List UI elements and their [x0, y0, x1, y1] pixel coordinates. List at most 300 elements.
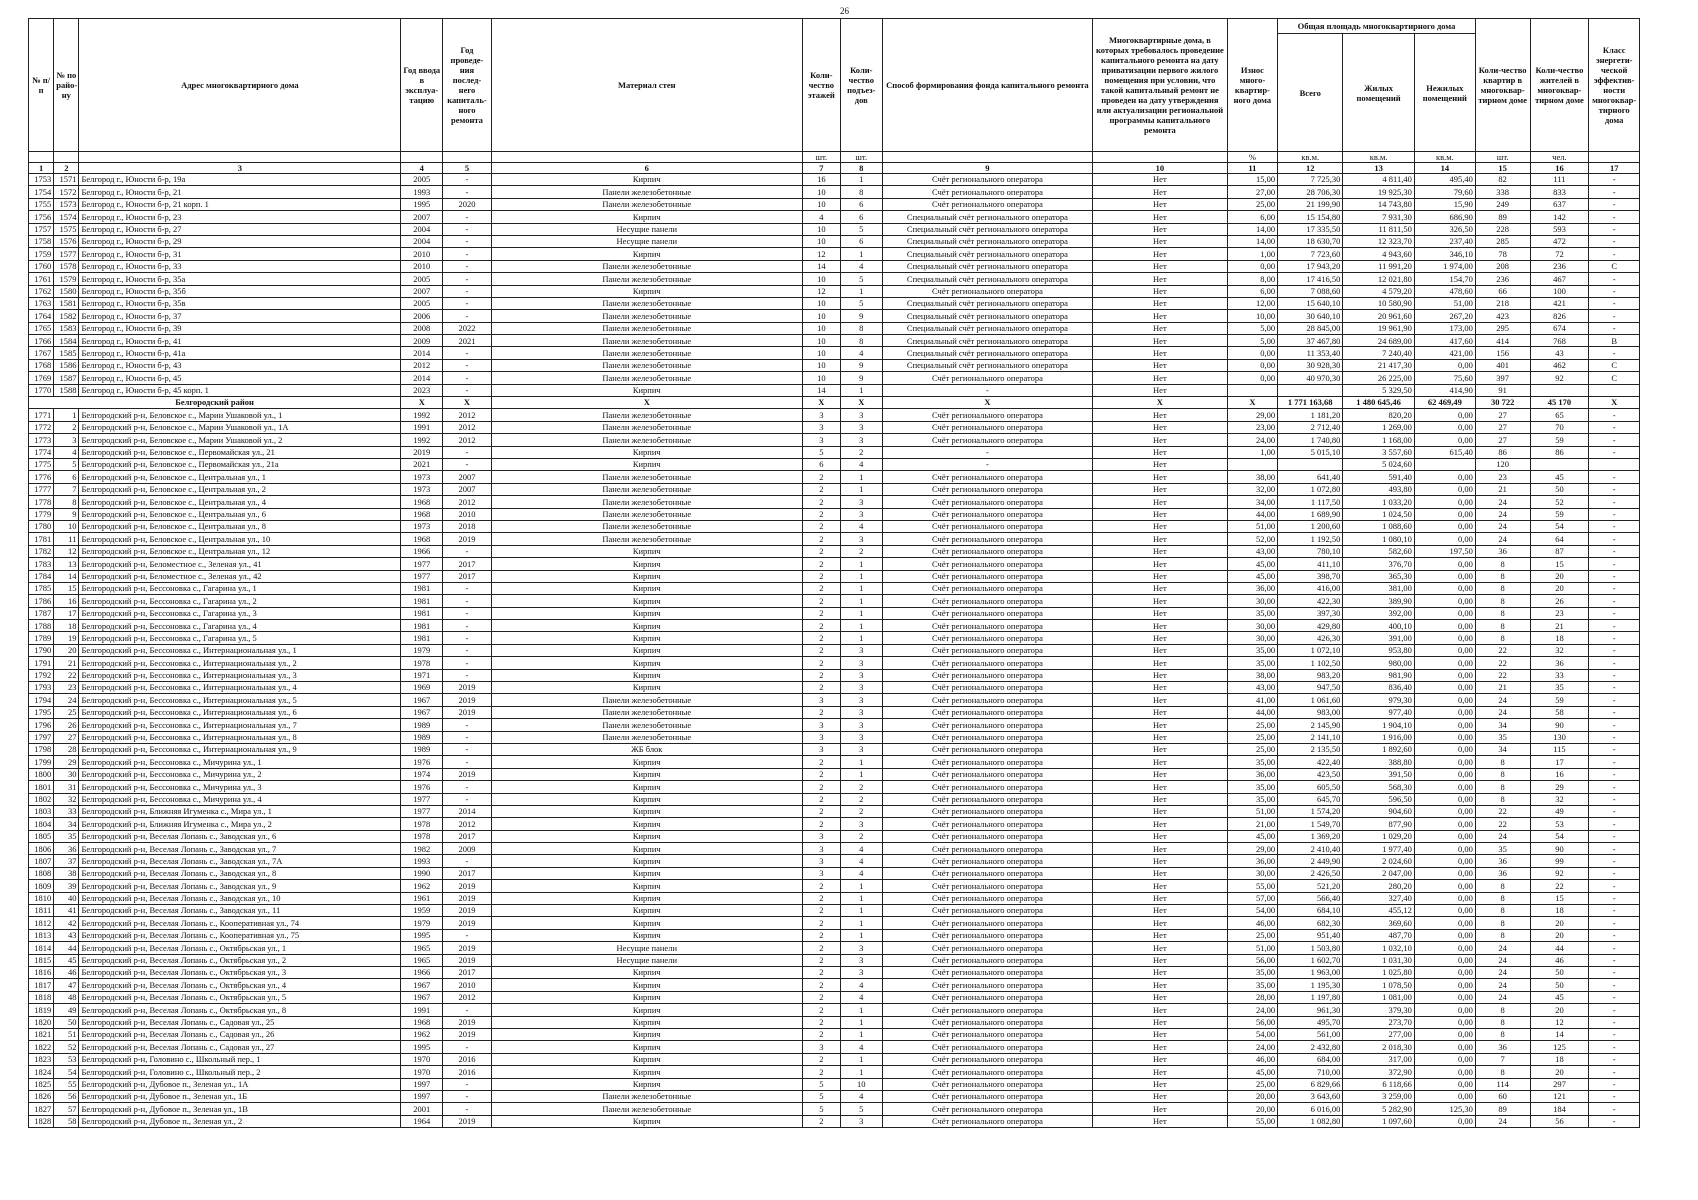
table-cell: Нет — [1093, 830, 1228, 842]
table-cell: 582,60 — [1343, 545, 1415, 557]
table-cell: 86 — [1530, 446, 1589, 458]
table-cell: 0,00 — [1414, 595, 1475, 607]
table-cell: Счёт регионального оператора — [882, 793, 1092, 805]
table-cell: Нет — [1093, 644, 1228, 656]
table-cell: 7 931,30 — [1343, 211, 1415, 223]
table-cell: 21 — [1475, 483, 1530, 495]
table-cell: 1,00 — [1227, 446, 1277, 458]
table-cell: Белгородский р-н, Головино с., Школьный пер., 2 — [79, 1066, 401, 1078]
table-cell: 1586 — [54, 359, 79, 371]
table-cell: 1977 — [401, 570, 443, 582]
table-cell: 25,00 — [1227, 1078, 1277, 1090]
table-cell: 2022 — [443, 322, 491, 334]
table-cell: 1973 — [401, 483, 443, 495]
table-cell: 22 — [1530, 880, 1589, 892]
table-cell: 0,00 — [1414, 1028, 1475, 1040]
table-cell: 5 — [840, 1103, 882, 1115]
page-number: 26 — [840, 6, 849, 16]
table-row — [29, 322, 1640, 334]
table-cell: 24 — [1475, 496, 1530, 508]
table-cell: 1583 — [54, 322, 79, 334]
table-cell: 1801 — [29, 781, 54, 793]
table-cell: 1 117,50 — [1278, 496, 1343, 508]
table-cell: - — [1589, 595, 1640, 607]
table-cell: Панели железобетонные — [491, 434, 802, 446]
table-cell: 0,00 — [1414, 843, 1475, 855]
table-cell: 2 — [802, 768, 840, 780]
table-cell: 2012 — [443, 818, 491, 830]
table-cell: 4 579,20 — [1343, 285, 1415, 297]
table-cell — [1227, 458, 1277, 470]
table-row — [29, 706, 1640, 718]
table-cell: 391,50 — [1343, 768, 1415, 780]
column-number: 5 — [443, 163, 491, 174]
table-cell: 51,00 — [1227, 520, 1277, 532]
table-cell: 0,00 — [1414, 818, 1475, 830]
header-fund-method: Способ формирования фонда капитального ремонта — [882, 19, 1092, 152]
table-cell: 54 — [54, 1066, 79, 1078]
district-total-cell: Х — [401, 397, 443, 409]
table-cell: 8 — [1475, 570, 1530, 582]
table-cell: 2 — [802, 756, 840, 768]
table-cell: Кирпич — [491, 620, 802, 632]
table-cell: - — [443, 235, 491, 247]
header-address: Адрес многоквартирного дома — [79, 19, 401, 152]
table-cell: Белгородский р-н, Ближняя Игуменка с., Мира ул., 2 — [79, 818, 401, 830]
table-cell: Счёт регионального оператора — [882, 1028, 1092, 1040]
district-total-cell: Х — [1093, 397, 1228, 409]
table-row — [29, 471, 1640, 483]
table-row — [29, 644, 1640, 656]
table-cell: Белгородский р-н, Веселая Лопань с., Заводская ул., 8 — [79, 867, 401, 879]
table-cell: - — [443, 1078, 491, 1090]
table-cell: 2019 — [443, 880, 491, 892]
table-cell: 1968 — [401, 508, 443, 520]
table-cell: Белгород г., Юности б-р, 19а — [79, 174, 401, 186]
table-cell: 953,80 — [1343, 644, 1415, 656]
table-cell: 1967 — [401, 979, 443, 991]
table-cell: 35 — [54, 830, 79, 842]
table-cell: 1818 — [29, 991, 54, 1003]
table-cell: 1992 — [401, 409, 443, 421]
table-cell: 2020 — [443, 198, 491, 210]
table-cell: 1768 — [29, 359, 54, 371]
table-cell: 2 — [802, 979, 840, 991]
table-cell: 90 — [1530, 843, 1589, 855]
table-cell: Кирпич — [491, 768, 802, 780]
table-cell: 1 — [840, 917, 882, 929]
table-cell: Нет — [1093, 211, 1228, 223]
table-cell: 2019 — [443, 694, 491, 706]
table-cell: 346,10 — [1414, 248, 1475, 260]
table-cell: 4 — [840, 843, 882, 855]
table-cell: Нет — [1093, 843, 1228, 855]
table-cell: 1 269,00 — [1343, 421, 1415, 433]
table-cell: 32,00 — [1227, 483, 1277, 495]
table-cell: 2017 — [443, 570, 491, 582]
table-cell: 1 — [840, 880, 882, 892]
table-cell: 30,00 — [1227, 632, 1277, 644]
table-cell: 1 025,80 — [1343, 967, 1415, 979]
table-row — [29, 793, 1640, 805]
table-cell: Нет — [1093, 867, 1228, 879]
table-cell: 25,00 — [1227, 198, 1277, 210]
table-cell: Нет — [1093, 768, 1228, 780]
table-cell: 1775 — [29, 458, 54, 470]
table-cell: Нет — [1093, 657, 1228, 669]
table-cell: 28 845,00 — [1278, 322, 1343, 334]
table-cell: Счёт регионального оператора — [882, 1103, 1092, 1115]
table-cell: Кирпич — [491, 657, 802, 669]
table-cell: 36 — [1475, 867, 1530, 879]
table-cell: 41,00 — [1227, 694, 1277, 706]
table-cell: 1 963,00 — [1278, 967, 1343, 979]
table-cell: 32 — [1530, 793, 1589, 805]
table-cell: 35,00 — [1227, 967, 1277, 979]
table-cell: 0,00 — [1414, 793, 1475, 805]
table-cell: Счёт регионального оператора — [882, 830, 1092, 842]
table-cell: 2 449,90 — [1278, 855, 1343, 867]
table-cell: Нет — [1093, 1028, 1228, 1040]
table-cell: 421 — [1530, 297, 1589, 309]
table-cell: 2 — [802, 929, 840, 941]
table-cell: 951,40 — [1278, 929, 1343, 941]
table-cell: Нет — [1093, 1115, 1228, 1127]
table-cell: Панели железобетонные — [491, 533, 802, 545]
table-cell: Белгородский р-н, Беломестное с., Зеленая ул., 42 — [79, 570, 401, 582]
table-row — [29, 818, 1640, 830]
table-cell: Нет — [1093, 1016, 1228, 1028]
table-cell: - — [1589, 669, 1640, 681]
table-cell: - — [443, 174, 491, 186]
table-cell: 5 282,90 — [1343, 1103, 1415, 1115]
table-cell: - — [1589, 434, 1640, 446]
table-cell: 2007 — [443, 483, 491, 495]
table-cell: 2004 — [401, 235, 443, 247]
table-cell: 6 118,66 — [1343, 1078, 1415, 1090]
table-cell: 1 — [840, 1066, 882, 1078]
table-cell: 0,00 — [1227, 372, 1277, 384]
table-cell: 1584 — [54, 335, 79, 347]
table-cell: 1 — [840, 384, 882, 396]
table-cell: 983,20 — [1278, 669, 1343, 681]
table-cell: Белгородский р-н, Бессоновка с., Мичурина ул., 2 — [79, 768, 401, 780]
table-cell: 10 — [802, 186, 840, 198]
table-cell: - — [1589, 211, 1640, 223]
table-cell: Нет — [1093, 297, 1228, 309]
table-cell: 20 961,60 — [1343, 310, 1415, 322]
table-cell: 2 — [54, 421, 79, 433]
table-cell: 24 — [54, 694, 79, 706]
table-cell: 1588 — [54, 384, 79, 396]
table-row — [29, 508, 1640, 520]
table-cell: Панели железобетонные — [491, 694, 802, 706]
table-cell: 2012 — [443, 434, 491, 446]
table-cell: - — [443, 260, 491, 272]
table-cell: 10 — [802, 310, 840, 322]
table-cell: 1 602,70 — [1278, 954, 1343, 966]
column-number: 16 — [1530, 163, 1589, 174]
table-cell: 3 — [802, 719, 840, 731]
table-cell: 24 — [1475, 520, 1530, 532]
table-cell: Нет — [1093, 805, 1228, 817]
header-row-number: № п/п — [29, 19, 54, 152]
table-cell: 2 712,40 — [1278, 421, 1343, 433]
table-cell: Нет — [1093, 508, 1228, 520]
table-cell: 24 — [1475, 533, 1530, 545]
table-cell: 34,00 — [1227, 496, 1277, 508]
table-cell: 19 961,90 — [1343, 322, 1415, 334]
table-cell: 0,00 — [1414, 830, 1475, 842]
table-cell: - — [443, 1004, 491, 1016]
table-cell: 1587 — [54, 372, 79, 384]
table-cell: - — [443, 743, 491, 755]
table-cell: 2008 — [401, 322, 443, 334]
table-cell: 0,00 — [1414, 520, 1475, 532]
table-cell: 398,70 — [1278, 570, 1343, 582]
table-cell: Белгородский р-н, Беловское с., Центральная ул., 12 — [79, 545, 401, 557]
table-cell: 59 — [1530, 694, 1589, 706]
table-cell: 1799 — [29, 756, 54, 768]
table-cell: 24 — [1475, 694, 1530, 706]
table-cell: - — [1589, 1004, 1640, 1016]
table-cell: 3 — [802, 731, 840, 743]
table-cell: Кирпич — [491, 595, 802, 607]
table-cell: 35 — [1530, 682, 1589, 694]
table-cell: 82 — [1475, 174, 1530, 186]
table-cell: 2 — [802, 533, 840, 545]
table-cell: 2 — [802, 1115, 840, 1127]
table-cell: 20 — [1530, 929, 1589, 941]
table-cell: - — [443, 607, 491, 619]
table-cell: 2 — [802, 781, 840, 793]
table-cell: - — [1589, 818, 1640, 830]
table-cell: 184 — [1530, 1103, 1589, 1115]
table-cell: 6,00 — [1227, 285, 1277, 297]
table-cell: 20 — [1530, 570, 1589, 582]
table-cell: Кирпич — [491, 1016, 802, 1028]
table-cell: 1797 — [29, 731, 54, 743]
table-cell: 1826 — [29, 1090, 54, 1102]
table-cell: 1806 — [29, 843, 54, 855]
table-cell: 295 — [1475, 322, 1530, 334]
table-cell: 1 200,60 — [1278, 520, 1343, 532]
table-cell: 15 — [54, 582, 79, 594]
table-cell: 36,00 — [1227, 582, 1277, 594]
table-cell: Белгородский р-н, Бессоновка с., Гагарина ул., 2 — [79, 595, 401, 607]
table-cell: 0,00 — [1414, 582, 1475, 594]
table-cell: Кирпич — [491, 582, 802, 594]
table-cell: 2019 — [443, 682, 491, 694]
table-cell: - — [1589, 991, 1640, 1003]
table-cell: Нет — [1093, 545, 1228, 557]
table-cell: 1 — [840, 756, 882, 768]
table-cell: Белгородский р-н, Веселая Лопань с., Садовая ул., 26 — [79, 1028, 401, 1040]
table-cell: 0,00 — [1414, 483, 1475, 495]
table-row — [29, 372, 1640, 384]
table-cell: 684,00 — [1278, 1053, 1343, 1065]
table-cell: 36 — [1475, 1041, 1530, 1053]
table-cell: 37 — [54, 855, 79, 867]
table-cell: 55,00 — [1227, 880, 1277, 892]
table-cell: - — [1589, 322, 1640, 334]
table-cell: Кирпич — [491, 558, 802, 570]
table-cell: 9 — [840, 359, 882, 371]
table-cell: 57,00 — [1227, 892, 1277, 904]
table-cell: 1825 — [29, 1078, 54, 1090]
table-cell: 28 — [54, 743, 79, 755]
table-cell: 1 197,80 — [1278, 991, 1343, 1003]
table-cell: 0,00 — [1414, 669, 1475, 681]
table-cell: 2 — [802, 483, 840, 495]
table-cell: 236 — [1530, 260, 1589, 272]
table-cell: 1974 — [401, 768, 443, 780]
table-cell: 3 — [840, 743, 882, 755]
district-total-cell: Х — [443, 397, 491, 409]
table-cell: 1807 — [29, 855, 54, 867]
table-cell: 566,40 — [1278, 892, 1343, 904]
table-cell: Нет — [1093, 421, 1228, 433]
table-cell: 684,10 — [1278, 905, 1343, 917]
table-cell: 3 — [802, 830, 840, 842]
header-wall-material: Материал стен — [491, 19, 802, 152]
table-cell: Счёт регионального оператора — [882, 818, 1092, 830]
table-cell: 1753 — [29, 174, 54, 186]
table-cell: 1 — [840, 174, 882, 186]
district-title: Белгородский район — [29, 397, 401, 409]
table-cell: 56,00 — [1227, 954, 1277, 966]
table-cell: Специальный счёт регионального оператора — [882, 235, 1092, 247]
table-row — [29, 781, 1640, 793]
table-cell: - — [1589, 421, 1640, 433]
table-cell: 45 — [1530, 471, 1589, 483]
table-row — [29, 1004, 1640, 1016]
unit-area-nonresidential: кв.м. — [1414, 152, 1475, 163]
table-cell: 297 — [1530, 1078, 1589, 1090]
table-cell: 1776 — [29, 471, 54, 483]
table-cell: Белгородский р-н, Веселая Лопань с., Заводская ул., 9 — [79, 880, 401, 892]
table-cell: 13 — [54, 558, 79, 570]
table-cell: - — [1589, 471, 1640, 483]
table-cell: 1959 — [401, 905, 443, 917]
table-cell: 981,90 — [1343, 669, 1415, 681]
table-cell: - — [882, 458, 1092, 470]
table-cell: 2010 — [401, 248, 443, 260]
table-cell: 1761 — [29, 273, 54, 285]
table-row — [29, 421, 1640, 433]
table-cell: 0,00 — [1227, 260, 1277, 272]
table-cell: 1790 — [29, 644, 54, 656]
table-cell: - — [443, 756, 491, 768]
table-cell: 1767 — [29, 347, 54, 359]
table-cell: - — [443, 1041, 491, 1053]
table-cell: 1791 — [29, 657, 54, 669]
table-row — [29, 632, 1640, 644]
table-cell: 2 — [840, 830, 882, 842]
table-cell: 2 — [802, 520, 840, 532]
table-cell: 0,00 — [1414, 867, 1475, 879]
table-cell: Панели железобетонные — [491, 409, 802, 421]
table-cell: 1 195,30 — [1278, 979, 1343, 991]
table-cell: 2005 — [401, 273, 443, 285]
table-cell: 1962 — [401, 1028, 443, 1040]
table-cell: 2 — [840, 545, 882, 557]
table-cell: Нет — [1093, 1103, 1228, 1115]
table-row — [29, 669, 1640, 681]
table-cell: - — [443, 223, 491, 235]
district-total-cell: Х — [1589, 397, 1640, 409]
table-row — [29, 223, 1640, 235]
table-cell: 2 — [802, 818, 840, 830]
table-cell: 1961 — [401, 892, 443, 904]
table-cell: 416,00 — [1278, 582, 1343, 594]
table-cell: 59 — [1530, 508, 1589, 520]
table-cell: 422,40 — [1278, 756, 1343, 768]
table-cell: Белгородский р-н, Веселая Лопань с., Садовая ул., 25 — [79, 1016, 401, 1028]
table-cell: 4 — [840, 520, 882, 532]
table-cell: 54 — [1530, 520, 1589, 532]
table-cell: - — [443, 310, 491, 322]
column-number: 8 — [840, 163, 882, 174]
table-cell: Нет — [1093, 223, 1228, 235]
table-cell: Счёт регионального оператора — [882, 1078, 1092, 1090]
table-cell: 33 — [1530, 669, 1589, 681]
table-cell: Нет — [1093, 174, 1228, 186]
table-cell: Белгородский р-н, Беловское с., Центральная ул., 4 — [79, 496, 401, 508]
table-cell: Нет — [1093, 520, 1228, 532]
table-cell: 2 — [802, 991, 840, 1003]
header-apartments: Коли-чество квартир в многоквар-тирном доме — [1475, 19, 1530, 152]
table-cell: Счёт регионального оператора — [882, 620, 1092, 632]
table-cell: Белгород г., Юности б-р, 31 — [79, 248, 401, 260]
table-cell: - — [1589, 731, 1640, 743]
table-cell: Нет — [1093, 880, 1228, 892]
header-district-number: № по райо-ну — [54, 19, 79, 152]
table-cell: 1783 — [29, 558, 54, 570]
table-cell: 121 — [1530, 1090, 1589, 1102]
table-cell: 218 — [1475, 297, 1530, 309]
table-cell: 6 — [840, 198, 882, 210]
table-cell: Белгородский р-н, Бессоновка с., Интернациональная ул., 2 — [79, 657, 401, 669]
table-cell: Белгородский р-н, Бессоновка с., Гагарина ул., 3 — [79, 607, 401, 619]
table-cell: 154,70 — [1414, 273, 1475, 285]
table-cell: Белгородский р-н, Беломестное с., Зеленая ул., 41 — [79, 558, 401, 570]
table-cell: 8 — [1475, 582, 1530, 594]
table-cell: 2 — [802, 954, 840, 966]
table-row — [29, 1041, 1640, 1053]
table-cell: Нет — [1093, 570, 1228, 582]
table-cell: 1581 — [54, 297, 79, 309]
table-cell: 26 — [1530, 595, 1589, 607]
table-cell: 1 — [840, 471, 882, 483]
table-cell: 1794 — [29, 694, 54, 706]
table-row — [29, 1115, 1640, 1127]
table-cell: 0,00 — [1414, 620, 1475, 632]
table-cell: Белгородский р-н, Веселая Лопань с., Заводская ул., 10 — [79, 892, 401, 904]
table-cell: - — [1589, 892, 1640, 904]
table-cell: 1969 — [401, 682, 443, 694]
table-cell: Нет — [1093, 991, 1228, 1003]
table-cell: 2 — [802, 967, 840, 979]
table-cell: Нет — [1093, 682, 1228, 694]
table-cell: 125 — [1530, 1041, 1589, 1053]
table-cell: 615,40 — [1414, 446, 1475, 458]
table-cell: Кирпич — [491, 805, 802, 817]
unit-area-total: кв.м. — [1278, 152, 1343, 163]
table-cell: 52,00 — [1227, 533, 1277, 545]
table-cell: 591,40 — [1343, 471, 1415, 483]
table-cell: 1782 — [29, 545, 54, 557]
